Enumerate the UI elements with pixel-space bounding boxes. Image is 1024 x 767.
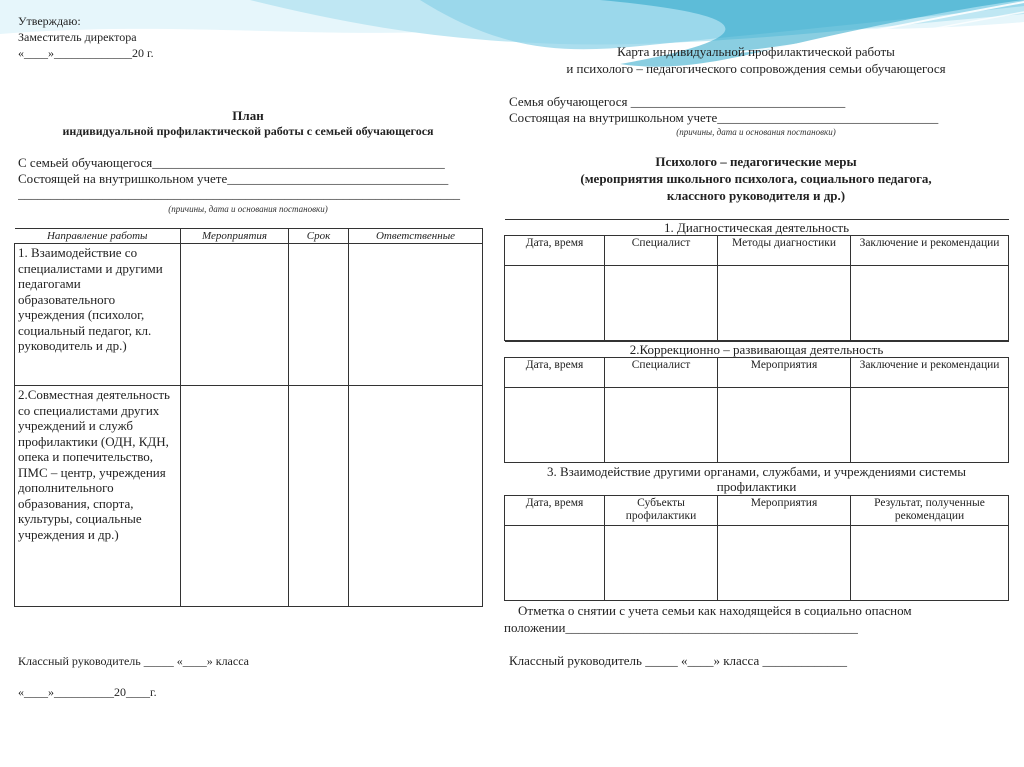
removal-note-1: Отметка о снятии с учета семьи как находящейся в социально опасном [518, 603, 912, 618]
row-deadline-cell[interactable] [289, 244, 349, 386]
row-direction: 1. Взаимодействие со специалистами и другими педагогами образовательного учреждения (психолог, социальный педагог, кл. руководитель и др.) [15, 244, 181, 386]
col-events: Мероприятия [718, 496, 851, 526]
result-cell[interactable] [851, 526, 1009, 601]
events-cell[interactable] [718, 526, 851, 601]
col-conclusion: Заключение и рекомендации [851, 358, 1009, 388]
plan-subtitle: индивидуальной профилактической работы с семьей обучающегося [62, 124, 434, 138]
header-events: Мероприятия [181, 229, 289, 244]
row-direction: 2.Совместная деятельность со специалистами других учреждений и служб профилактики (ОДН, КДН, опека и попечительство, ПМС – центр, учреждения дополнительного образования, спорта, культуры, социальные учреждения и др.) [15, 386, 181, 607]
correction-table [504, 341, 1009, 463]
conclusion-cell[interactable] [851, 388, 1009, 463]
registered-line-right: Состоящая на внутришкольном учете__________________________________ [509, 110, 939, 125]
removal-note-2: положении_____________________________________________ [504, 620, 858, 635]
blank-line: ____________________________________________________________________ [18, 186, 460, 201]
row-events-cell[interactable] [181, 244, 289, 386]
col-date: Дата, время [505, 496, 605, 526]
date-cell[interactable] [505, 388, 605, 463]
plan-table [14, 228, 483, 607]
section-title: 2.Коррекционно – развивающая деятельность [505, 342, 1009, 358]
card-title-2: и психолого – педагогического сопровождения семьи обучающегося [566, 61, 946, 76]
date-cell[interactable] [505, 266, 605, 341]
measures-subtitle-2: классного руководителя и др.) [666, 188, 846, 203]
section-title: 1. Диагностическая деятельность [505, 220, 1009, 236]
col-methods: Методы диагностики [718, 236, 851, 266]
header-direction: Направление работы [15, 229, 181, 244]
card-title-1: Карта индивидуальной профилактической работы [617, 44, 895, 59]
header-responsible: Ответственные [349, 229, 483, 244]
interaction-table [504, 462, 1009, 601]
specialist-cell[interactable] [605, 266, 718, 341]
methods-cell[interactable] [718, 266, 851, 341]
approval-position: Заместитель директора [18, 30, 137, 44]
col-subjects: Субъекты профилактики [605, 496, 718, 526]
reasons-note-right: (причины, дата и основания постановки) [676, 127, 836, 137]
approval-label: Утверждаю: [18, 14, 81, 28]
col-result: Результат, полученные рекомендации [851, 496, 1009, 526]
plan-title: План [232, 108, 264, 123]
header-deadline: Срок [289, 229, 349, 244]
events-cell[interactable] [718, 388, 851, 463]
col-conclusion: Заключение и рекомендации [851, 236, 1009, 266]
row-responsible-cell[interactable] [349, 386, 483, 607]
teacher-signature-line-right: Классный руководитель _____ «____» класса _____________ [509, 653, 848, 668]
table-row [15, 386, 483, 607]
row-events-cell[interactable] [181, 386, 289, 607]
col-date: Дата, время [505, 236, 605, 266]
family-line: С семьей обучающегося_____________________________________________ [18, 155, 445, 170]
diagnostics-table [504, 219, 1009, 341]
col-events: Мероприятия [718, 358, 851, 388]
row-deadline-cell[interactable] [289, 386, 349, 607]
measures-title: Психолого – педагогические меры [655, 154, 857, 169]
col-specialist: Специалист [605, 358, 718, 388]
subjects-cell[interactable] [605, 526, 718, 601]
teacher-signature-line: Классный руководитель _____ «____» класса [18, 654, 250, 668]
measures-subtitle-1: (мероприятия школьного психолога, социального педагога, [580, 171, 932, 186]
row-responsible-cell[interactable] [349, 244, 483, 386]
specialist-cell[interactable] [605, 388, 718, 463]
section-title: 3. Взаимодействие другими органами, службами, и учреждениями системы профилактики [505, 463, 1009, 496]
date-signature-line: «____»__________20____г. [18, 685, 157, 699]
registered-line: Состоящей на внутришкольном учете__________________________________ [18, 171, 449, 186]
table-header-row [15, 229, 483, 244]
family-line-right: Семья обучающегося _________________________________ [509, 94, 846, 109]
col-date: Дата, время [505, 358, 605, 388]
col-specialist: Специалист [605, 236, 718, 266]
reasons-note: (причины, дата и основания постановки) [168, 204, 328, 214]
conclusion-cell[interactable] [851, 266, 1009, 341]
date-cell[interactable] [505, 526, 605, 601]
table-row [15, 244, 483, 386]
approval-date: «____»_____________20 г. [18, 46, 154, 60]
